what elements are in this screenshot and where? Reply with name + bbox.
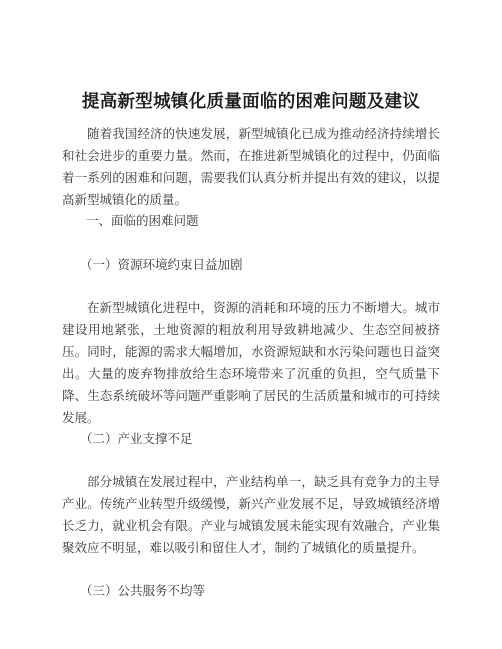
paragraph-resource-environment: 在新型城镇化进程中，资源的消耗和环境的压力不断增大。城市建设用地紧张，土地资源的粗放利用导致耕地减少、生态空间被挤压。同时，能源的需求大幅增加，水资源短缺和水污染问题也日益突出。大量的废弃物排放给生态环境带来了沉重的负担，空气质量下降、生态系统破坏等问题严重影响了居民的生活质量和城市的可持续发展。 <box>62 300 440 425</box>
subheading-industry-support: （二）产业支撑不足 <box>80 431 193 446</box>
intro-paragraph: 随着我国经济的快速发展，新型城镇化已成为推动经济持续增长和社会进步的重要力量。然而，在推进新型城镇化的过程中，仍面临着一系列的困难和问题，需要我们认真分析并提出有效的建议，以提高新型城镇化的质量。 <box>62 126 440 207</box>
document-title: 提高新型城镇化质量面临的困难问题及建议 <box>81 92 421 112</box>
subheading-resource-environment: （一）资源环境约束日益加剧 <box>80 257 243 272</box>
section-heading-difficulties: 一、面临的困难问题 <box>86 213 199 228</box>
subheading-public-services: （三）公共服务不均等 <box>80 583 206 598</box>
paragraph-industry-support: 部分城镇在发展过程中，产业结构单一，缺乏具有竞争力的主导产业。传统产业转型升级缓慢，新兴产业发展不足，导致城镇经济增长乏力，就业机会有限。产业与城镇发展未能实现有效融合，产业集聚效应不明显，难以吸引和留住人才，制约了城镇化的质量提升。 <box>62 474 440 555</box>
